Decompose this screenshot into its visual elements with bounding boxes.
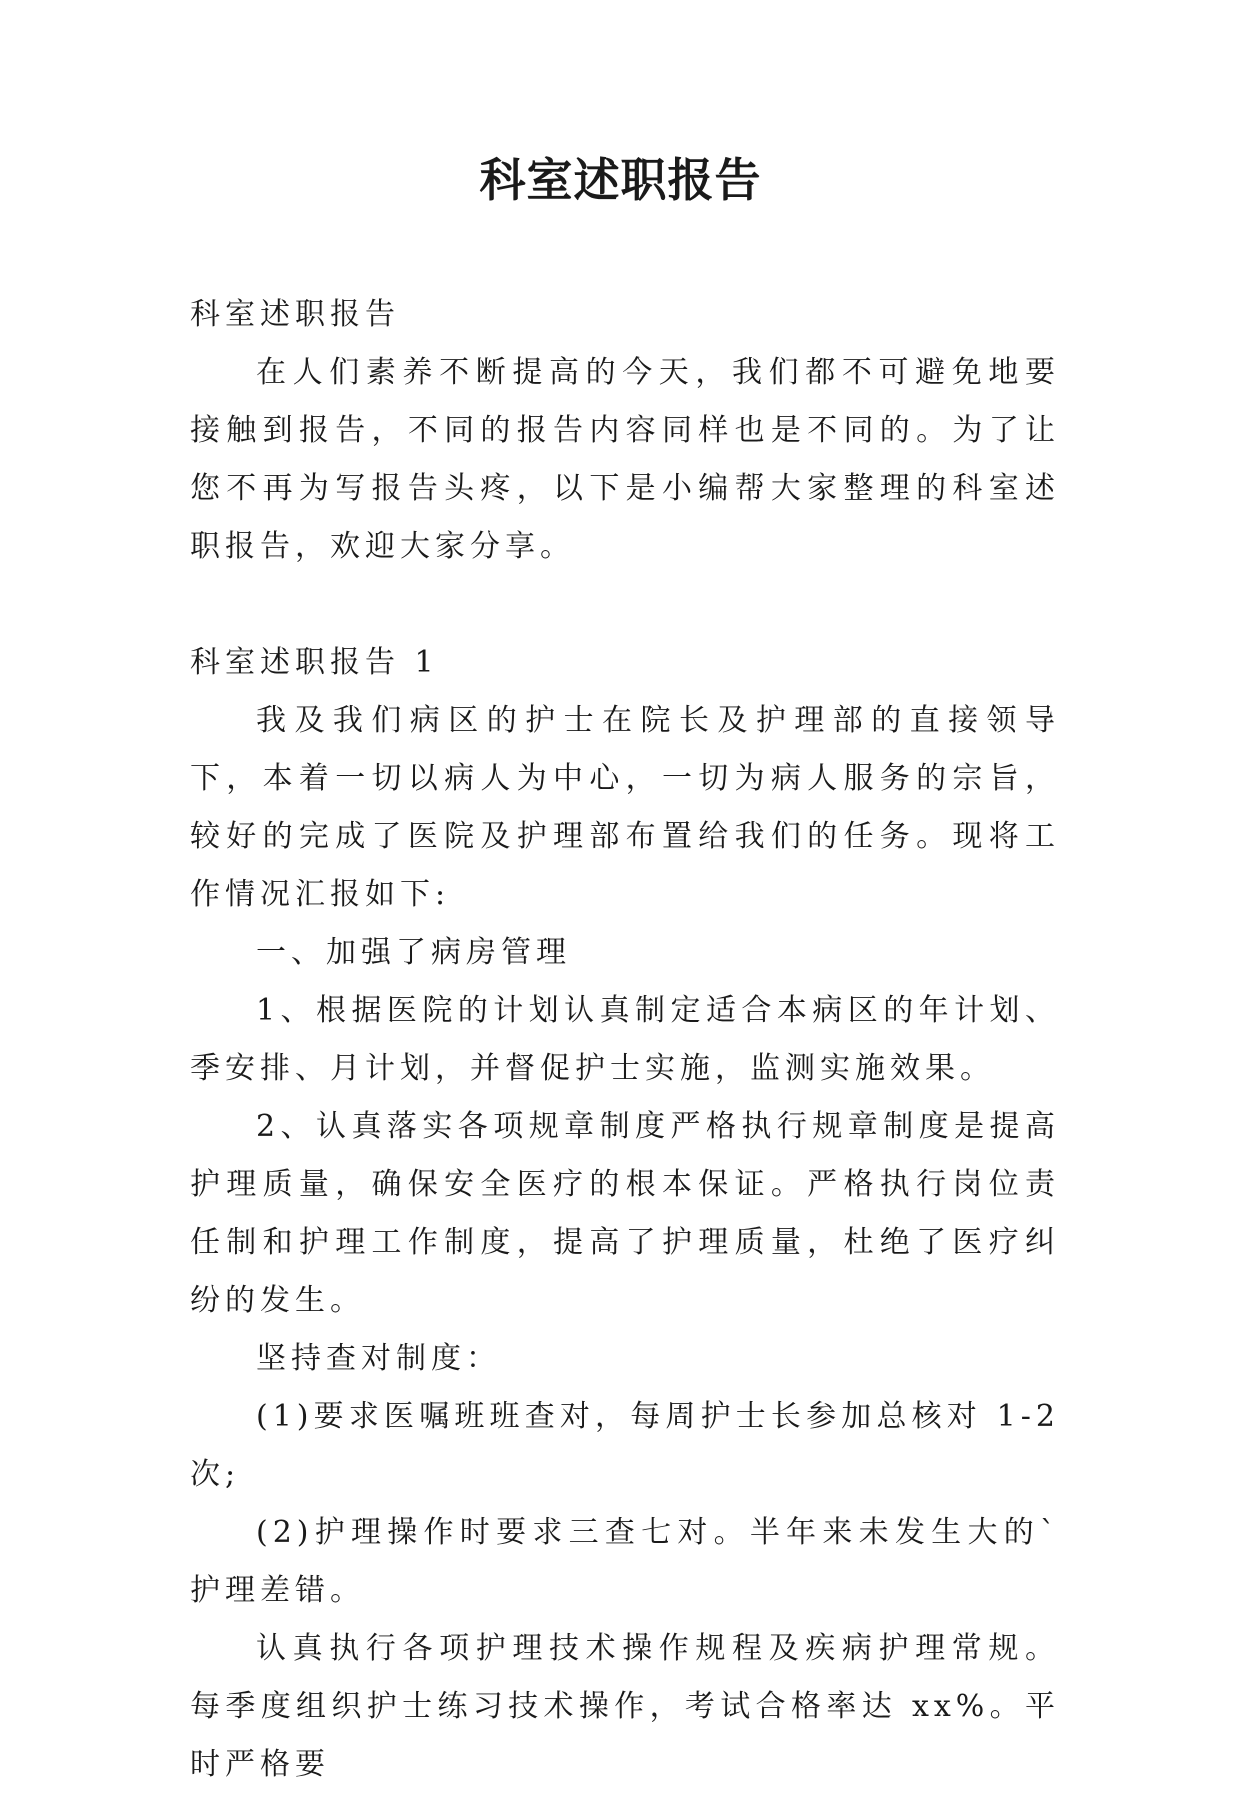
list-item: (2)护理操作时要求三查七对。半年来未发生大的`护理差错。 <box>190 1515 1060 1608</box>
list-item: (1)要求医嘱班班查对，每周护士长参加总核对 1-2 次; <box>190 1399 1060 1492</box>
paragraph: 我及我们病区的护士在院长及护理部的直接领导下，本着一切以病人为中心，一切为病人服务的宗旨，较好的完成了医院及护理部布置给我们的任务。现将工作情况汇报如下: <box>190 703 1060 912</box>
report-heading: 科室述职报告 <box>190 297 400 332</box>
document-body <box>190 286 1060 1794</box>
paragraph: 认真执行各项护理技术操作规程及疾病护理常规。每季度组织护士练习技术操作，考试合格率达 xx%。平时严格要 <box>190 1631 1060 1782</box>
document-title: 科室述职报告 <box>479 153 762 207</box>
paragraph: 2、认真落实各项规章制度严格执行规章制度是提高护理质量，确保安全医疗的根本保证。严格执行岗位责任制和护理工作制度，提高了护理质量，杜绝了医疗纠纷的发生。 <box>190 1109 1060 1318</box>
section-heading: 科室述职报告 1 <box>190 645 439 680</box>
subsection-heading: 一、加强了病房管理 <box>256 935 571 970</box>
paragraph: 1、根据医院的计划认真制定适合本病区的年计划、季安排、月计划，并督促护士实施，监测实施效果。 <box>190 993 1060 1086</box>
paragraph: 坚持查对制度： <box>256 1341 501 1376</box>
intro-paragraph: 在人们素养不断提高的今天，我们都不可避免地要接触到报告，不同的报告内容同样也是不同的。为了让您不再为写报告头疼，以下是小编帮大家整理的科室述职报告，欢迎大家分享。 <box>190 355 1060 564</box>
